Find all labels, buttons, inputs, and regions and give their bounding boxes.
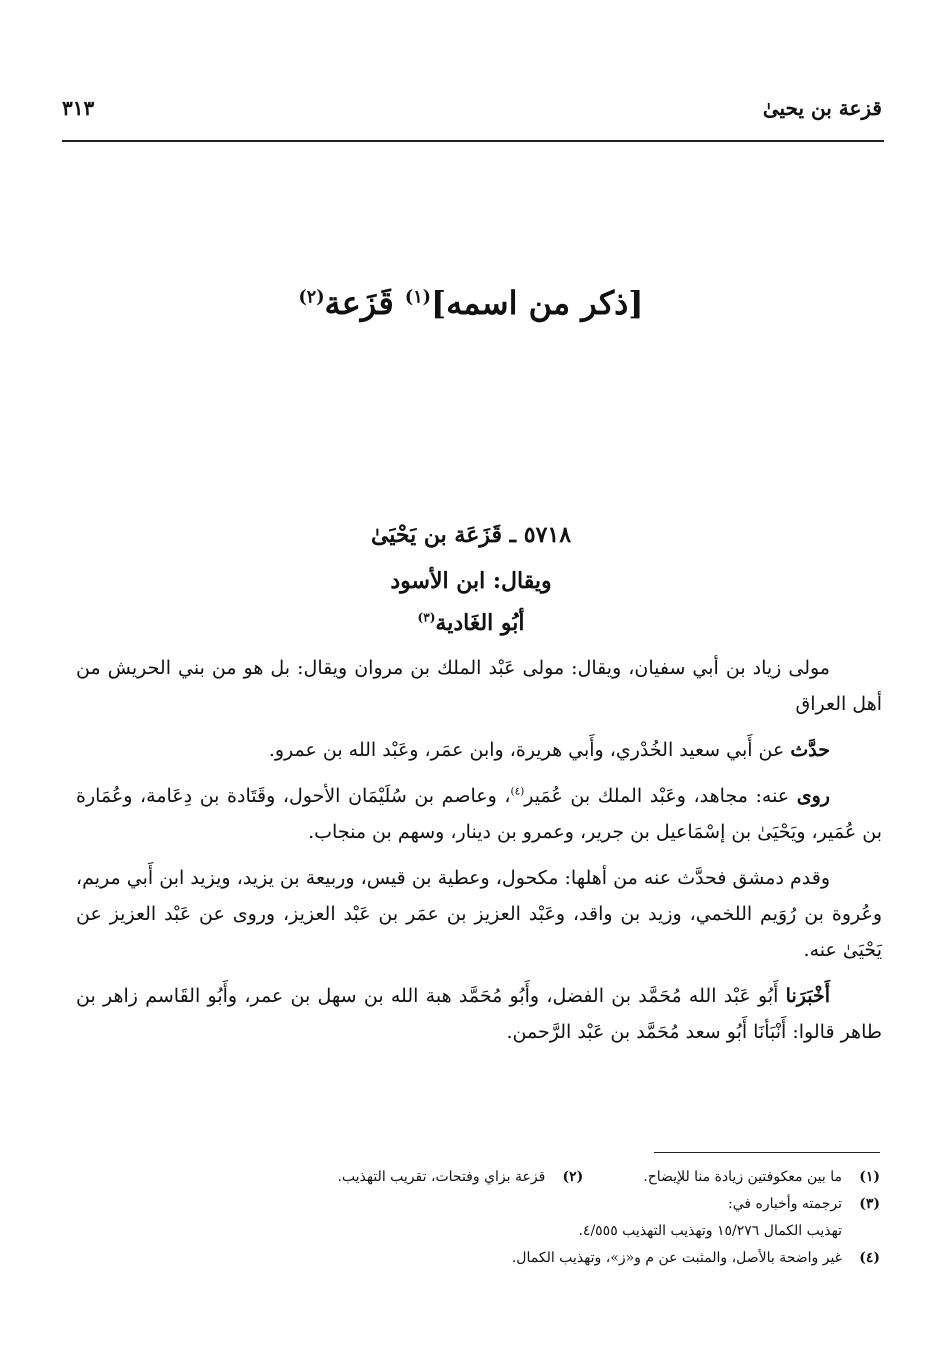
keyword-haddath: حدَّث xyxy=(790,739,830,761)
footnote-number: (٣) xyxy=(859,1196,880,1212)
paragraph-narrated-from xyxy=(76,732,882,768)
page-number: ٣١٣ xyxy=(62,96,95,120)
paragraph-isnad-text: أَبُو عَبْد الله مُحَمَّد بن الفضل، وأَبُو مُحَمَّد هبة الله بن سهل بن عمر، وأَبُو القَاسم زاهر بن طاهر قالوا: أَنْبَأنَا أَبُو سعد مُحَمَّد بن عَبْد الرَّحمن. xyxy=(76,985,882,1043)
entry-kunya xyxy=(0,610,942,636)
footnote-4 xyxy=(100,1245,880,1272)
section-heading xyxy=(0,284,942,322)
footnote-mark-4: (٤) xyxy=(510,785,525,798)
footnote-1 xyxy=(643,1164,880,1191)
footnote-3 xyxy=(100,1191,880,1218)
section-heading-bracket-text: [ذكر من اسمه] xyxy=(431,284,644,322)
footnote-text: قزعة بزاي وفتحات، تقريب التهذيب. xyxy=(337,1169,546,1185)
footnote-2 xyxy=(337,1164,583,1191)
running-head xyxy=(62,88,882,128)
paragraph-narrated-by xyxy=(76,778,882,850)
footnote-number: (٤) xyxy=(859,1250,880,1266)
footnote-3-reference xyxy=(100,1218,880,1245)
entry-title: ٥٧١٨ ـ قَزَعَة بن يَحْيَىٰ xyxy=(370,522,572,548)
footnote-number: (١) xyxy=(859,1169,880,1185)
paragraph-narrated-by-text-a: عنه: مجاهد، وعَبْد الملك بن عُمَير xyxy=(524,785,797,807)
paragraph-narrated-by-text-b: ، وعاصم بن سُلَيْمَان الأحول، وقَتَادة بن دِعَامة، وعُمَارة بن عُمَير، ويَحْيَىٰ بن إسْمَاعيل بن جرير، وعمرو بن دينار، وسهم بن منجاب. xyxy=(76,785,882,843)
footnote-mark-2: (٢) xyxy=(298,286,325,308)
footnote-text: ترجمته وأخباره في: xyxy=(728,1196,842,1212)
footnotes xyxy=(100,1164,880,1272)
footnote-text: ما بين معكوفتين زيادة منا للإيضاح. xyxy=(643,1169,842,1185)
entry-kunya-text: أبُو الغَادية xyxy=(435,610,525,636)
footnote-text: غير واضحة بالأصل، والمثبت عن م و«ز»، وتهذيب الكمال. xyxy=(511,1250,842,1266)
running-title: قزعة بن يحيىٰ xyxy=(762,96,882,120)
paragraph-damascus-text: وقدم دمشق فحدَّث عنه من أهلها: مكحول، وعطية بن قيس، وربيعة بن يزيد، ويزيد ابن أَبي مريم، وعُروة بن رُوَيم اللخمي، وزيد بن واقد، وعَبْد العزيز بن عمَر بن عَبْد العزيز، وروى عن عَبْد العزيز عن يَحْيَىٰ عنه. xyxy=(76,867,882,961)
keyword-rawa: روى xyxy=(796,785,830,807)
header-rule xyxy=(62,140,884,142)
entry-alias: ويقال: ابن الأسود xyxy=(390,568,552,594)
footnote-mark-3: (٣) xyxy=(417,610,436,625)
body-text xyxy=(76,650,882,1060)
footnote-rule xyxy=(654,1152,880,1153)
section-heading-name: قَزَعة xyxy=(324,284,405,322)
paragraph-patronage-text: مولى زياد بن أبي سفيان، ويقال: مولى عَبْد الملك بن مروان ويقال: بل هو من بني الحريش من أهل العراق xyxy=(76,657,882,715)
footnote-text: تهذيب الكمال ١٥/٢٧٦ وتهذيب التهذيب ٤/٥٥٥. xyxy=(578,1223,842,1239)
paragraph-isnad xyxy=(76,978,882,1050)
footnote-number: (٢) xyxy=(562,1169,584,1185)
paragraph-narrated-from-text: عن أَبي سعيد الخُدْري، وأَبي هريرة، وابن عمَر، وعَبْد الله بن عمرو. xyxy=(268,739,791,761)
paragraph-patronage xyxy=(76,650,882,722)
footnote-row-1-2 xyxy=(100,1164,880,1191)
footnote-mark-1: (١) xyxy=(404,286,431,308)
paragraph-damascus xyxy=(76,860,882,968)
keyword-akhbarana: أَخْبَرَنا xyxy=(785,985,830,1007)
